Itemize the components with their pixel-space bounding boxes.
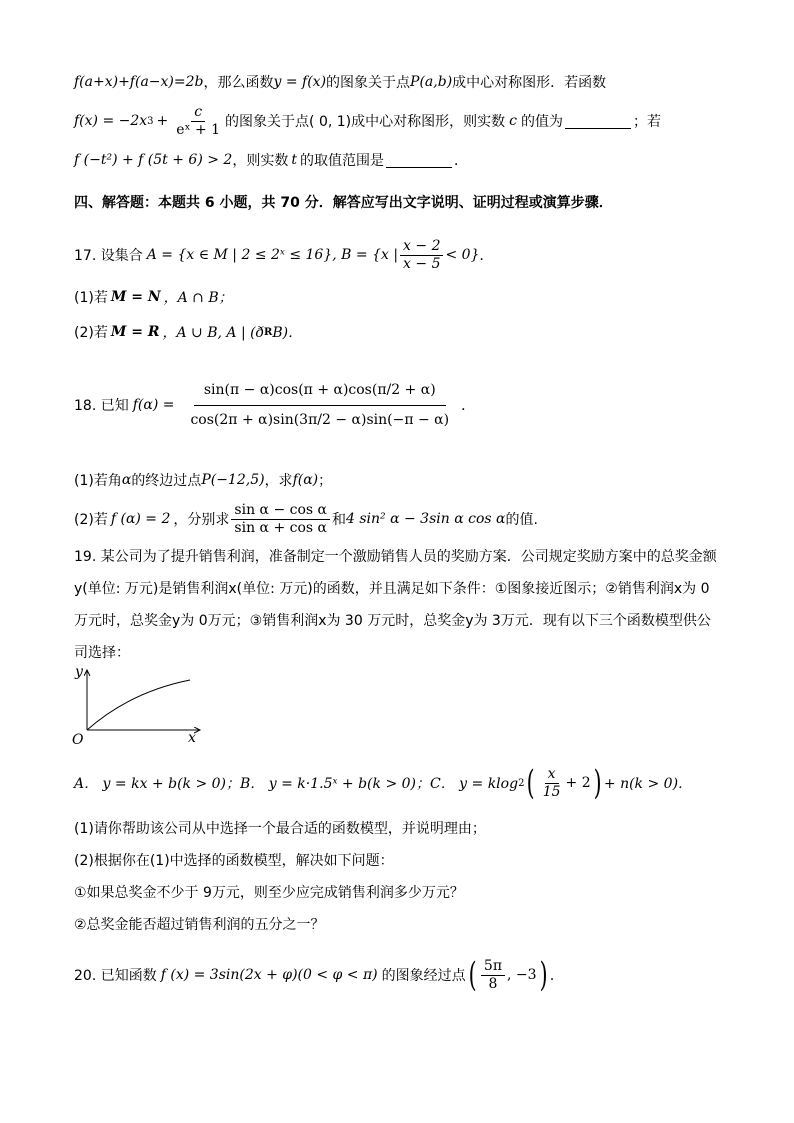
fraction-den: eˣ + 1 — [176, 121, 221, 138]
q17-stem — [74, 238, 493, 273]
math-expr: f(a+x)+f(a−x)=2b — [74, 74, 204, 90]
text: ； — [318, 473, 333, 489]
text: ，分别求 — [173, 512, 230, 529]
math-expr: f (α) = 2 — [110, 511, 171, 528]
q19-part1: (1)请你帮助该公司从中选择一个最合适的函数模型，并说明理由； — [74, 821, 486, 837]
math-expr: B)． — [272, 325, 303, 341]
q17-label: 17. 设集合 — [74, 248, 143, 265]
fraction-num: sin α − cos α — [231, 502, 330, 520]
paren-left: ( — [468, 955, 477, 996]
paren-left: ( — [527, 763, 536, 804]
q19-part2a: ①如果总奖金不少于 9万元，则至少应完成销售利润多少万元？ — [74, 885, 464, 901]
fraction-num: c — [191, 104, 205, 122]
paren-right: ) — [593, 763, 602, 804]
text: 的图象关于点( 0, 1)成中心对称图形，则实数 — [225, 114, 506, 131]
q19-part2b: ②总奖金能否超过销售利润的五分之一？ — [74, 917, 325, 933]
math-expr: M = N — [110, 289, 161, 305]
text: 的值. — [505, 512, 538, 529]
q17-part1 — [74, 287, 233, 307]
q20-stem — [74, 955, 564, 996]
curve — [87, 680, 190, 730]
fraction — [231, 502, 330, 537]
math-expr: f (x) = 3sin(2x + φ)(0 < φ < π) — [160, 967, 378, 984]
fraction-num: x − 2 — [400, 238, 443, 256]
plus: + — [156, 113, 169, 130]
text: 的终边过点 — [131, 473, 202, 489]
math-expr: + 2 — [565, 775, 591, 792]
text: 的图象经过点 — [381, 968, 466, 985]
q19-options — [74, 763, 693, 804]
period: ． — [461, 398, 476, 415]
fraction-den: cos(2π + α)sin(3π/2 − α)sin(−π − α) — [190, 411, 450, 428]
text: ，则实数 — [232, 153, 289, 169]
text: 成中心对称图形．若函数 — [452, 75, 607, 91]
text: ，那么函数 — [203, 75, 274, 91]
q17-part2 — [74, 322, 302, 342]
period: ． — [549, 968, 564, 985]
section-heading: 四、解答题：本题共 6 小题，共 70 分．解答应写出文字说明、证明过程或演算步骤． — [74, 195, 613, 211]
math-expr: y = f(x) — [273, 74, 327, 90]
q20-label: 20. 已知函数 — [74, 968, 157, 985]
subscript: R — [264, 326, 273, 338]
fraction — [540, 766, 564, 801]
q19-line-2: y(单位: 万元)是销售利润x(单位: 万元)的函数，并且满足如下条件：①图象接近图示；②销售利润x为 0 — [74, 581, 710, 597]
math-expr: P(a,b) — [410, 74, 453, 90]
text: ，求 — [264, 473, 293, 489]
var-t: t — [291, 152, 297, 168]
q18-part1 — [74, 470, 332, 490]
fraction-num: x — [545, 766, 559, 784]
paren-right: ) — [539, 955, 548, 996]
part-label: (2)若 — [74, 512, 108, 529]
math-expr: , −3 — [507, 967, 537, 984]
answer-blank-2[interactable] — [386, 153, 452, 168]
part-label: (1)若 — [74, 290, 108, 306]
options-text: A． y = kx + b(k > 0)；B． y = k·1.5ˣ + b(k > 0)；C． y = klog — [74, 776, 519, 793]
intro-line-2 — [74, 104, 661, 139]
fraction-den: x − 5 — [403, 255, 441, 272]
intro-line-1 — [74, 72, 606, 92]
fraction-den: sin α + cos α — [234, 519, 327, 536]
math-expr: f (−t²) + f (5t + 6) > 2 — [74, 152, 233, 168]
set-end: < 0} — [445, 247, 480, 264]
math-expr: ，A ∪ B, A | (ð — [162, 325, 265, 341]
fraction-num: sin(π − α)cos(π + α)cos(π/2 + α) — [194, 376, 446, 406]
math-expr: f(α) — [292, 472, 319, 488]
var-c: c — [509, 113, 517, 130]
part-label: (2)若 — [74, 325, 108, 341]
text: 的图象关于点 — [326, 75, 411, 91]
answer-blank-1[interactable] — [565, 114, 631, 129]
math-expr: 4 sin² α − 3sin α cos α — [345, 511, 506, 528]
math-expr: P(−12,5) — [201, 472, 265, 488]
math-expr: + n(k > 0)． — [603, 776, 693, 793]
set-def: A = {x ∈ M | 2 ≤ 2ˣ ≤ 16}, B = {x | — [146, 247, 399, 264]
fraction-den: 8 — [488, 975, 498, 992]
q19-graph — [70, 662, 210, 752]
q18-part2 — [74, 502, 538, 537]
math-expr: M = R — [110, 324, 160, 340]
fraction-num: 5π — [481, 958, 505, 976]
math-expr: ，A ∩ B； — [163, 290, 233, 306]
intro-line-3 — [74, 150, 468, 170]
math-expr: f(x) = −2x — [74, 113, 148, 130]
fraction — [400, 238, 443, 273]
text: ． — [453, 153, 468, 169]
fraction — [173, 104, 223, 139]
origin-label: O — [72, 732, 84, 748]
fraction — [481, 958, 505, 993]
text: 和 — [331, 512, 346, 529]
part-label: (1)若角 — [74, 473, 122, 489]
exponent: 3 — [147, 115, 154, 127]
q19-line-4: 司选择： — [74, 645, 130, 661]
y-axis-label: y — [75, 664, 83, 680]
subscript: 2 — [518, 777, 525, 789]
text: 的取值范围是 — [299, 153, 384, 169]
text: 的值为 — [520, 114, 563, 131]
period: ． — [479, 248, 494, 265]
math-expr: f(α) = — [132, 397, 175, 414]
q19-line-3: 万元时，总奖金y为 0万元；③销售利润x为 30 万元时，总奖金y为 3万元．现有以下三个函数模型供公 — [74, 613, 711, 629]
var-alpha: α — [121, 472, 132, 488]
q18-label: 18. 已知 — [74, 398, 129, 415]
big-fraction — [180, 376, 459, 435]
q19-part2: (2)根据你在(1)中选择的函数模型，解决如下问题： — [74, 853, 394, 869]
q19-line-1: 19. 某公司为了提升销售利润，准备制定一个激励销售人员的奖励方案．公司规定奖励方案中的总奖金额 — [74, 549, 717, 565]
q18-stem — [74, 376, 475, 435]
x-axis-label: x — [188, 730, 196, 746]
fraction-den: 15 — [542, 783, 561, 800]
text: ；若 — [632, 114, 661, 131]
